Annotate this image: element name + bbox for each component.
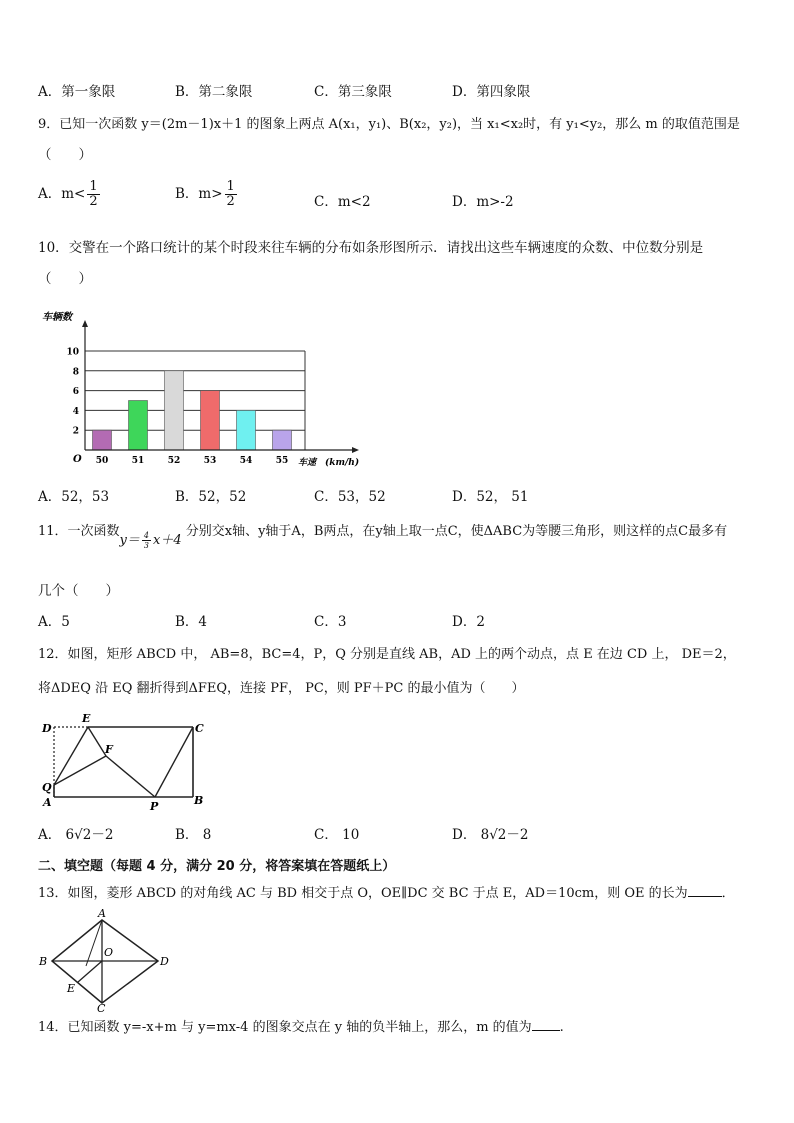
- q9-option-a: A．m< $\frac{1}{2}$: [38, 179, 98, 209]
- q11-option-b: B．4: [175, 614, 208, 630]
- q13-label-o: O: [104, 946, 114, 959]
- chart-ytick-label: 2: [72, 426, 79, 437]
- q12-option-d: D． 8√2－2: [452, 827, 529, 843]
- q12-option-b: B． 8: [175, 827, 212, 843]
- q13-answer-blank[interactable]: [688, 884, 722, 897]
- q10-option-b: B．52，52: [175, 489, 247, 505]
- q13-label-c: C: [97, 1002, 106, 1014]
- q14-stem: 14．已知函数 y=-x+m 与 y=mx-4 的图象交点在 y 轴的负半轴上，那么，m 的值为 .: [38, 1020, 564, 1035]
- q12-label-d: D: [42, 722, 52, 735]
- q12-label-f: F: [105, 743, 113, 756]
- q13-stem: 13．如图，菱形 ABCD 的对角线 AC 与 BD 相交于点 O，OE∥DC 交 BC 于点 E，AD＝10cm，则 OE 的长为 ．: [38, 886, 735, 901]
- q12-label-b: B: [194, 794, 204, 807]
- chart-ytick-label: 8: [72, 367, 79, 378]
- chart-xtick-label: 53: [203, 456, 217, 466]
- q10-stem: 10．交警在一个路口统计的某个时段来往车辆的分布如条形图所示．请找出这些车辆速度的众数、中位数分别是: [38, 240, 704, 256]
- q11-option-c: C．3: [314, 614, 347, 630]
- q9-option-b: B．m> $\frac{1}{2}$: [175, 179, 235, 209]
- q8-option-d: D．第四象限: [452, 84, 531, 100]
- q13-label-d: D: [160, 955, 169, 968]
- q12-label-a: A: [43, 796, 52, 809]
- q11-stem-cont: 几个（ ）: [38, 583, 119, 599]
- q9-option-c: C．m<2: [314, 194, 371, 210]
- q12-label-e: E: [82, 712, 91, 725]
- q12-label-c: C: [195, 722, 204, 735]
- q12-label-p: P: [150, 800, 159, 813]
- q8-option-c: C．第三象限: [314, 84, 392, 100]
- q13-label-a: A: [98, 908, 106, 920]
- q12-stem-line2: 将ΔDEQ 沿 EQ 翻折得到ΔFEQ，连接 PF， PC，则 PF＋PC 的最小值为（ ）: [38, 681, 525, 696]
- chart-bar-52: [165, 371, 184, 450]
- q10-option-a: A．52，53: [38, 489, 110, 505]
- q10-bar-chart: [38, 305, 368, 475]
- q13-label-e: E: [67, 982, 76, 995]
- q12-stem-line1: 12．如图，矩形 ABCD 中， AB=8，BC=4，P，Q 分别是直线 AB，AD 上的两个动点，点 E 在边 CD 上， DE＝2，: [38, 647, 736, 662]
- chart-xtick-label: 52: [167, 456, 181, 466]
- q12-option-a: A． 6√2－2: [38, 827, 114, 843]
- chart-ytick-label: 6: [72, 387, 79, 398]
- chart-ytick-label: 10: [66, 347, 79, 358]
- q10-option-d: D．52， 51: [452, 489, 529, 505]
- chart-bar-55: [273, 430, 292, 450]
- chart-ylabel: 车辆数: [42, 312, 72, 323]
- q11-stem: 11．一次函数y＝ $\frac{4}{3}$ x＋4 分别交x轴、y轴于A，B两点，在y轴上取一点C，使ΔABC为等腰三角形，则这样的点C最多有: [38, 524, 728, 550]
- q11-option-d: D．2: [452, 614, 485, 630]
- q12-option-c: C． 10: [314, 827, 360, 843]
- chart-xtick-label: 51: [131, 456, 145, 466]
- chart-bar-53: [201, 391, 220, 450]
- q11-option-a: A．5: [38, 614, 70, 630]
- q13-rhombus-figure: [38, 908, 178, 1014]
- chart-xtick-label: 54: [239, 456, 253, 466]
- chart-xlabel: 车速 (km/h): [298, 458, 360, 468]
- q8-option-a: A．第一象限: [38, 84, 116, 100]
- chart-xtick-label: 55: [275, 456, 289, 466]
- q8-option-b: B．第二象限: [175, 84, 253, 100]
- q10-paren: （ ）: [38, 271, 92, 287]
- chart-origin-label: O: [73, 454, 82, 465]
- chart-bar-51: [129, 401, 148, 451]
- section-2-heading: 二、填空题（每题 4 分，满分 20 分，将答案填在答题纸上）: [38, 859, 396, 874]
- q11-formula: y＝ $\frac{4}{3}$ x＋4: [119, 531, 182, 550]
- chart-bar-54: [237, 410, 256, 450]
- chart-ytick-label: 4: [72, 406, 79, 417]
- q14-answer-blank[interactable]: [532, 1018, 560, 1031]
- q13-label-b: B: [39, 955, 48, 968]
- q10-option-c: C．53，52: [314, 489, 386, 505]
- chart-y-axis-arrow: [82, 320, 88, 327]
- q9-option-d: D．m>-2: [452, 194, 514, 210]
- q12-rectangle-figure: [38, 710, 213, 815]
- chart-x-axis-arrow: [352, 447, 359, 453]
- q12-label-q: Q: [42, 781, 52, 794]
- chart-xtick-label: 50: [95, 456, 109, 466]
- q9-stem: 9．已知一次函数 y＝(2m－1)x＋1 的图象上两点 A(x₁，y₁)、B(x₂，y₂)，当 x₁<x₂时，有 y₁<y₂，那么 m 的取值范围是: [38, 117, 740, 132]
- q9-paren: （ ）: [38, 147, 92, 163]
- chart-bar-50: [93, 430, 112, 450]
